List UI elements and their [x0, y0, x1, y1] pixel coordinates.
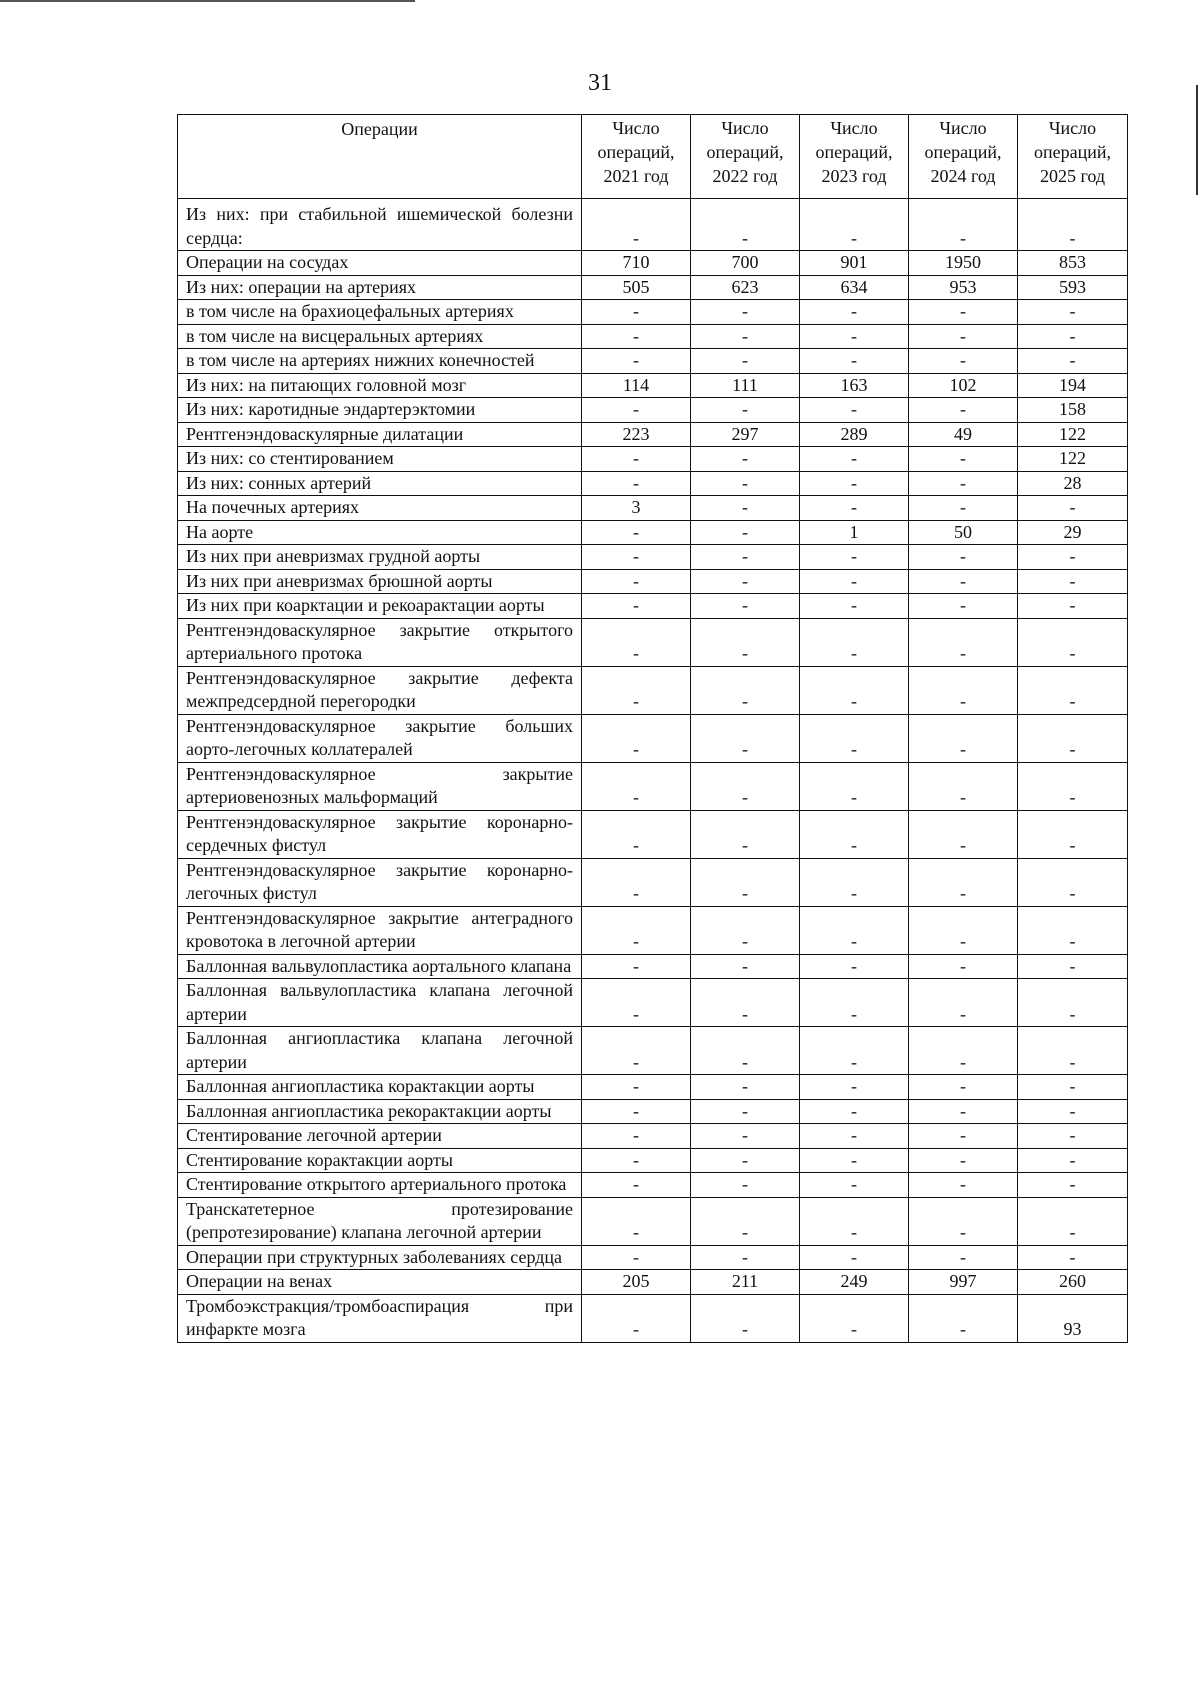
operation-count: - [691, 1294, 800, 1342]
scan-edge-mark [1196, 85, 1198, 195]
operation-count: - [1018, 349, 1128, 374]
operation-count: - [582, 1027, 691, 1075]
table-row [178, 324, 1128, 349]
table-row [178, 1294, 1128, 1342]
operation-name: Рентгенэндоваскулярное закрытие больших аорто-легочных коллатералей [178, 714, 582, 762]
operation-count: - [691, 979, 800, 1027]
operation-count: - [582, 1245, 691, 1270]
operation-count: - [582, 545, 691, 570]
operation-count: - [800, 1148, 909, 1173]
operation-name: Из них: при стабильной ишемической болезни сердца: [178, 199, 582, 251]
table-row [178, 1027, 1128, 1075]
operation-count: - [582, 520, 691, 545]
table-row [178, 349, 1128, 374]
operation-count: - [800, 447, 909, 472]
operation-count: - [800, 1197, 909, 1245]
operation-count: 122 [1018, 422, 1128, 447]
operation-count: - [909, 1124, 1018, 1149]
operation-count: - [800, 954, 909, 979]
operation-count: - [582, 979, 691, 1027]
table-row [178, 398, 1128, 423]
operation-count: - [582, 471, 691, 496]
operation-name: Из них: операции на артериях [178, 275, 582, 300]
operation-count: - [1018, 858, 1128, 906]
operation-count: - [691, 906, 800, 954]
operation-count: 102 [909, 373, 1018, 398]
operation-count: - [800, 1245, 909, 1270]
operation-count: 249 [800, 1270, 909, 1295]
table-row [178, 447, 1128, 472]
table-row [178, 1099, 1128, 1124]
operation-count: - [691, 810, 800, 858]
table-row [178, 199, 1128, 251]
operation-count: - [691, 447, 800, 472]
operation-count: - [1018, 569, 1128, 594]
operation-count: - [582, 906, 691, 954]
operation-count: - [1018, 762, 1128, 810]
operation-count: - [1018, 810, 1128, 858]
operation-count: - [691, 954, 800, 979]
operation-count: - [582, 1099, 691, 1124]
operation-count: - [1018, 199, 1128, 251]
operation-count: - [800, 1099, 909, 1124]
operation-count: 260 [1018, 1270, 1128, 1295]
operation-count: - [909, 954, 1018, 979]
operation-count: 211 [691, 1270, 800, 1295]
operation-count: 111 [691, 373, 800, 398]
table-row [178, 666, 1128, 714]
operation-count: - [691, 300, 800, 325]
operation-count: - [691, 666, 800, 714]
operation-count: 158 [1018, 398, 1128, 423]
operation-name: Баллонная ангиопластика корактакции аорты [178, 1075, 582, 1100]
header-operations: Операции [178, 115, 582, 199]
operation-count: - [1018, 666, 1128, 714]
operation-count: - [800, 666, 909, 714]
operation-count: - [800, 858, 909, 906]
table-row [178, 300, 1128, 325]
operation-name: Операции при структурных заболеваниях сердца [178, 1245, 582, 1270]
table-row [178, 714, 1128, 762]
operation-count: - [582, 810, 691, 858]
operation-count: - [1018, 1197, 1128, 1245]
operation-count: - [1018, 324, 1128, 349]
operation-count: - [800, 1124, 909, 1149]
operation-count: 29 [1018, 520, 1128, 545]
operation-count: - [582, 1173, 691, 1198]
operation-count: 623 [691, 275, 800, 300]
table-row [178, 979, 1128, 1027]
table-row [178, 762, 1128, 810]
operation-count: - [582, 666, 691, 714]
operation-name: Рентгенэндоваскулярное закрытие коронарно-сердечных фистул [178, 810, 582, 858]
operation-count: - [800, 569, 909, 594]
operation-count: - [800, 714, 909, 762]
operation-count: - [691, 858, 800, 906]
operation-count: - [691, 1148, 800, 1173]
operation-count: - [909, 714, 1018, 762]
operation-name: Рентгенэндоваскулярное закрытие открытого артериального протока [178, 618, 582, 666]
operation-count: 593 [1018, 275, 1128, 300]
operation-count: 223 [582, 422, 691, 447]
operation-count: - [909, 906, 1018, 954]
operation-count: - [691, 1075, 800, 1100]
operation-count: - [800, 979, 909, 1027]
page-number: 31 [588, 70, 612, 96]
operation-count: - [909, 762, 1018, 810]
operation-count: - [691, 569, 800, 594]
operation-count: - [582, 1294, 691, 1342]
operation-count: 122 [1018, 447, 1128, 472]
operation-name: Рентгенэндоваскулярное закрытие дефекта межпредсердной перегородки [178, 666, 582, 714]
operation-count: - [1018, 979, 1128, 1027]
operation-count: - [800, 471, 909, 496]
operation-name: Баллонная ангиопластика рекорактакции аорты [178, 1099, 582, 1124]
operation-count: - [800, 349, 909, 374]
operation-count: - [691, 199, 800, 251]
operation-count: - [1018, 1099, 1128, 1124]
operation-count: - [691, 520, 800, 545]
table-row [178, 422, 1128, 447]
table-row [178, 1124, 1128, 1149]
operation-count: - [1018, 1245, 1128, 1270]
operation-count: - [691, 1027, 800, 1075]
header-year-2025: Число операций, 2025 год [1018, 115, 1128, 199]
operation-name: Из них: сонных артерий [178, 471, 582, 496]
header-year-2023: Число операций, 2023 год [800, 115, 909, 199]
operation-count: - [800, 398, 909, 423]
operation-count: - [691, 1245, 800, 1270]
operation-count: - [909, 349, 1018, 374]
operation-count: - [800, 1294, 909, 1342]
operation-count: - [691, 545, 800, 570]
operation-count: - [909, 199, 1018, 251]
operation-count: - [1018, 1124, 1128, 1149]
operation-count: - [1018, 954, 1128, 979]
operation-count: 3 [582, 496, 691, 521]
operation-count: - [691, 349, 800, 374]
table-row [178, 520, 1128, 545]
table-row [178, 251, 1128, 276]
operation-count: - [582, 618, 691, 666]
operation-count: - [691, 594, 800, 619]
operation-count: - [582, 569, 691, 594]
table-row [178, 275, 1128, 300]
operation-count: 505 [582, 275, 691, 300]
operation-count: - [1018, 1075, 1128, 1100]
operation-name: в том числе на брахиоцефальных артериях [178, 300, 582, 325]
operation-name: Тромбоэкстракция/тромбоаспирация при инфаркте мозга [178, 1294, 582, 1342]
operation-count: - [582, 300, 691, 325]
operation-count: - [582, 349, 691, 374]
table-row [178, 954, 1128, 979]
operation-count: - [1018, 594, 1128, 619]
operation-count: - [909, 1148, 1018, 1173]
operation-count: - [691, 1197, 800, 1245]
table-row [178, 1075, 1128, 1100]
operation-count: 953 [909, 275, 1018, 300]
operation-count: 853 [1018, 251, 1128, 276]
operation-count: - [909, 594, 1018, 619]
table-row [178, 545, 1128, 570]
operation-count: - [909, 1245, 1018, 1270]
operation-count: 297 [691, 422, 800, 447]
operation-name: Из них при коарктации и рекоарактации аорты [178, 594, 582, 619]
operation-count: - [909, 810, 1018, 858]
operation-count: - [800, 1173, 909, 1198]
table-row [178, 1270, 1128, 1295]
table-header-row [178, 115, 1128, 199]
operation-count: - [691, 1173, 800, 1198]
operation-name: в том числе на артериях нижних конечностей [178, 349, 582, 374]
operation-count: - [909, 1294, 1018, 1342]
operation-count: - [909, 1099, 1018, 1124]
operation-count: 997 [909, 1270, 1018, 1295]
operation-count: - [800, 618, 909, 666]
operation-count: - [582, 199, 691, 251]
operation-count: 93 [1018, 1294, 1128, 1342]
operation-count: - [909, 496, 1018, 521]
operation-count: - [909, 1027, 1018, 1075]
operation-count: - [909, 666, 1018, 714]
table-row [178, 471, 1128, 496]
operation-count: - [909, 447, 1018, 472]
table-row [178, 496, 1128, 521]
operation-count: 1 [800, 520, 909, 545]
operation-count: - [582, 1148, 691, 1173]
operation-name: Из них при аневризмах брюшной аорты [178, 569, 582, 594]
table-row [178, 858, 1128, 906]
operation-name: Из них при аневризмах грудной аорты [178, 545, 582, 570]
operation-count: - [691, 1124, 800, 1149]
table-row [178, 810, 1128, 858]
operation-count: - [800, 496, 909, 521]
operation-count: - [582, 447, 691, 472]
scan-edge-line [0, 0, 415, 2]
table-row [178, 1148, 1128, 1173]
operation-count: - [691, 471, 800, 496]
operation-name: в том числе на висцеральных артериях [178, 324, 582, 349]
operation-count: 163 [800, 373, 909, 398]
operation-count: - [582, 714, 691, 762]
operation-count: - [691, 1099, 800, 1124]
operation-count: - [800, 906, 909, 954]
table-row [178, 569, 1128, 594]
operation-count: - [1018, 496, 1128, 521]
table-row [178, 618, 1128, 666]
table-row [178, 373, 1128, 398]
operation-count: - [1018, 300, 1128, 325]
header-year-2024: Число операций, 2024 год [909, 115, 1018, 199]
operation-count: - [582, 858, 691, 906]
operation-name: Баллонная ангиопластика клапана легочной артерии [178, 1027, 582, 1075]
operation-count: - [800, 762, 909, 810]
table-row [178, 1173, 1128, 1198]
operation-name: Из них: каротидные эндартерэктомии [178, 398, 582, 423]
operation-count: 50 [909, 520, 1018, 545]
operation-count: 194 [1018, 373, 1128, 398]
operation-name: Рентгенэндоваскулярное закрытие коронарно-легочных фистул [178, 858, 582, 906]
operation-count: - [691, 762, 800, 810]
operation-count: - [1018, 1173, 1128, 1198]
operation-name: Операции на сосудах [178, 251, 582, 276]
header-year-2022: Число операций, 2022 год [691, 115, 800, 199]
operation-name: На почечных артериях [178, 496, 582, 521]
operation-name: Стентирование открытого артериального протока [178, 1173, 582, 1198]
operation-count: - [582, 398, 691, 423]
operation-count: - [909, 858, 1018, 906]
operation-count: - [1018, 545, 1128, 570]
operation-count: - [582, 1124, 691, 1149]
operation-count: - [582, 954, 691, 979]
operation-count: - [1018, 1027, 1128, 1075]
operation-count: 710 [582, 251, 691, 276]
operation-name: Стентирование корактакции аорты [178, 1148, 582, 1173]
operation-count: - [909, 324, 1018, 349]
operation-name: На аорте [178, 520, 582, 545]
table-row [178, 1245, 1128, 1270]
operation-count: - [800, 810, 909, 858]
operation-count: - [909, 1197, 1018, 1245]
operation-count: - [800, 300, 909, 325]
operation-count: 205 [582, 1270, 691, 1295]
operation-name: Из них: на питающих головной мозг [178, 373, 582, 398]
operation-count: - [1018, 1148, 1128, 1173]
operation-count: - [582, 594, 691, 619]
operation-count: 1950 [909, 251, 1018, 276]
operation-count: - [691, 496, 800, 521]
operation-count: - [909, 569, 1018, 594]
operation-count: - [909, 618, 1018, 666]
table-row [178, 1197, 1128, 1245]
operation-count: - [909, 545, 1018, 570]
operation-count: - [1018, 714, 1128, 762]
operation-count: - [800, 199, 909, 251]
operation-name: Баллонная вальвулопластика клапана легочной артерии [178, 979, 582, 1027]
operation-count: 28 [1018, 471, 1128, 496]
operation-count: - [582, 762, 691, 810]
operation-count: 49 [909, 422, 1018, 447]
operation-count: - [800, 594, 909, 619]
table-row [178, 594, 1128, 619]
operation-count: 634 [800, 275, 909, 300]
operation-count: - [691, 714, 800, 762]
operation-name: Рентгенэндоваскулярное закрытие антеградного кровотока в легочной артерии [178, 906, 582, 954]
operation-count: 901 [800, 251, 909, 276]
operation-count: - [1018, 618, 1128, 666]
operation-count: - [691, 398, 800, 423]
operations-table [177, 114, 1128, 1343]
operation-count: - [909, 1075, 1018, 1100]
operation-count: 289 [800, 422, 909, 447]
operation-count: - [582, 324, 691, 349]
operation-count: - [800, 324, 909, 349]
operation-count: 114 [582, 373, 691, 398]
operation-count: - [800, 1027, 909, 1075]
operation-count: - [909, 979, 1018, 1027]
operation-count: - [909, 300, 1018, 325]
operation-count: - [909, 1173, 1018, 1198]
operation-name: Стентирование легочной артерии [178, 1124, 582, 1149]
operation-count: - [909, 398, 1018, 423]
operation-name: Из них: со стентированием [178, 447, 582, 472]
operation-count: - [582, 1075, 691, 1100]
operation-name: Операции на венах [178, 1270, 582, 1295]
operation-count: - [582, 1197, 691, 1245]
header-year-2021: Число операций, 2021 год [582, 115, 691, 199]
operation-count: - [1018, 906, 1128, 954]
operation-name: Рентгенэндоваскулярное закрытие артериовенозных мальформаций [178, 762, 582, 810]
operation-count: - [800, 1075, 909, 1100]
operation-name: Транскатетерное протезирование (репротезирование) клапана легочной артерии [178, 1197, 582, 1245]
operation-name: Рентгенэндоваскулярные дилатации [178, 422, 582, 447]
operation-count: - [909, 471, 1018, 496]
operation-count: 700 [691, 251, 800, 276]
table-row [178, 906, 1128, 954]
operation-name: Баллонная вальвулопластика аортального клапана [178, 954, 582, 979]
operation-count: - [691, 324, 800, 349]
operation-count: - [800, 545, 909, 570]
operation-count: - [691, 618, 800, 666]
